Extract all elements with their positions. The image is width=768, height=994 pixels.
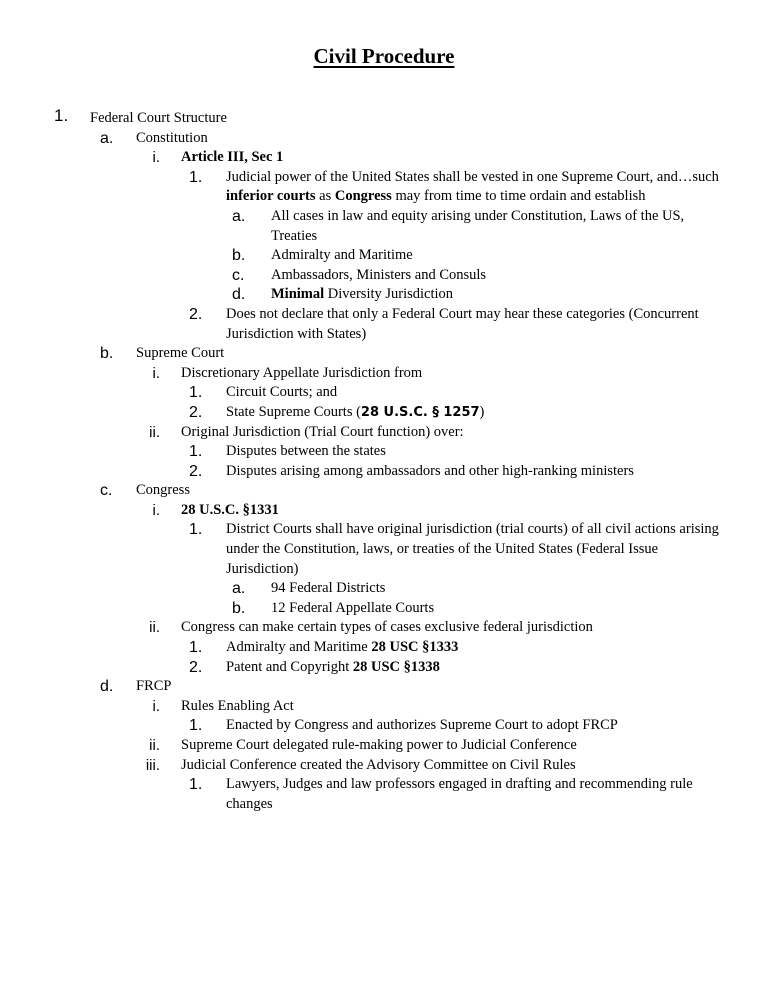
list-marker: a. — [100, 129, 114, 147]
text-segment: Supreme Court — [136, 345, 225, 362]
outline-item-text — [90, 109, 768, 129]
outline-item-text — [226, 638, 722, 658]
bold-text: 28 USC §1333 — [371, 639, 459, 656]
text-segment: 12 Federal Appellate Courts — [271, 599, 435, 616]
outline-item — [0, 423, 768, 443]
text-segment: Rules Enabling Act — [181, 697, 294, 714]
text-segment: Does not declare that only a Federal Court may hear these categories (Concurrent Jurisdiction with States) — [226, 305, 699, 342]
text-segment: Federal Court Structure — [90, 110, 227, 126]
bold-text: Minimal — [271, 286, 325, 303]
outline-item — [0, 305, 768, 344]
outline-item — [0, 481, 768, 501]
outline-item — [0, 677, 768, 697]
outline-item-text — [226, 442, 722, 462]
outline-item-text — [181, 697, 768, 717]
outline-item-text — [181, 364, 768, 384]
list-marker: c. — [100, 482, 113, 500]
list-marker: 2. — [189, 305, 203, 323]
outline-item — [0, 756, 768, 776]
outline-item-text — [181, 423, 768, 443]
list-marker: ii. — [149, 619, 160, 637]
outline-item — [0, 736, 768, 756]
list-marker: 1. — [54, 106, 69, 125]
list-marker: b. — [100, 345, 114, 363]
outline-item-text — [226, 462, 722, 482]
outline-item-text — [181, 736, 768, 756]
list-marker: ii. — [149, 737, 160, 754]
text-segment: Constitution — [136, 129, 208, 146]
text-segment: Diversity Jurisdiction — [324, 286, 454, 303]
list-marker: d. — [100, 678, 114, 696]
outline-item-text — [226, 775, 722, 814]
bold-text: 28 U.S.C. §1331 — [181, 501, 279, 518]
text-segment: Supreme Court delegated rule-making power to Judicial Conference — [181, 737, 577, 753]
bold-text: 28 U.S.C. § 1257 — [360, 404, 480, 420]
outline-item — [0, 168, 768, 207]
list-marker: a. — [232, 580, 246, 598]
outline-item — [0, 383, 768, 403]
list-marker: i. — [152, 697, 160, 715]
outline-item-text — [271, 266, 722, 286]
outline-item — [0, 403, 768, 423]
outline-item — [0, 716, 768, 736]
list-marker: i. — [152, 149, 160, 167]
list-marker: ii. — [149, 423, 160, 441]
outline-item — [0, 364, 768, 384]
outline-item — [0, 285, 768, 305]
outline-item-text — [181, 756, 768, 776]
outline-item-text — [226, 520, 722, 579]
text-segment: Original Jurisdiction (Trial Court function) over: — [181, 423, 464, 440]
outline-item — [0, 501, 768, 521]
outline-item-text — [226, 716, 722, 736]
outline-item-text — [226, 403, 722, 423]
list-marker: 1. — [189, 384, 203, 402]
outline-item — [0, 344, 768, 364]
text-segment: Disputes arising among ambassadors and other high-ranking ministers — [226, 462, 634, 479]
text-segment: All cases in law and equity arising under Constitution, Laws of the US, Treaties — [271, 207, 685, 244]
list-marker: b. — [232, 247, 246, 265]
list-marker: 1. — [189, 776, 203, 794]
text-segment: Lawyers, Judges and law professors engaged in drafting and recommending rule changes — [226, 776, 693, 812]
list-marker: iii. — [145, 756, 160, 774]
list-marker: b. — [232, 599, 246, 617]
list-marker: c. — [232, 266, 245, 284]
list-marker: 1. — [189, 717, 203, 735]
text-segment: ) — [479, 403, 485, 420]
list-marker: 2. — [189, 403, 203, 421]
outline-item-text — [271, 599, 722, 619]
outline-item-text — [136, 129, 768, 149]
outline-item — [0, 148, 768, 168]
bold-text: inferior courts — [226, 188, 316, 205]
bold-text: Congress — [334, 188, 392, 205]
outline-item — [0, 129, 768, 149]
list-marker: i. — [152, 364, 160, 382]
outline-item — [0, 579, 768, 599]
outline-item-text — [181, 501, 768, 521]
text-segment: as — [315, 188, 335, 205]
bold-text: 28 USC §1338 — [352, 658, 440, 675]
outline-item — [0, 246, 768, 266]
outline-item-text — [136, 481, 768, 501]
text-segment: District Courts shall have original jurisdiction (trial courts) of all civil actions arising under the Constitution, laws, or treaties of the United States (Federal Issue Jurisdiction) — [226, 521, 719, 577]
outline-item — [0, 599, 768, 619]
outline-item — [0, 618, 768, 638]
outline-item — [0, 697, 768, 717]
outline-item-text — [271, 207, 722, 246]
list-marker: 1. — [189, 168, 203, 186]
text-segment: Congress — [136, 482, 190, 499]
outline-item-text — [226, 658, 722, 678]
outline-item-text — [271, 579, 722, 599]
outline-item-text — [181, 618, 768, 638]
outline-item — [0, 638, 768, 658]
outline-item — [0, 462, 768, 482]
outline-item — [0, 207, 768, 246]
outline-item-text — [136, 677, 768, 697]
text-segment: State Supreme Courts ( — [226, 403, 361, 420]
text-segment: Patent and Copyright — [226, 658, 353, 675]
text-segment: Judicial power of the United States shall be vested in one Supreme Court, and…such — [226, 168, 719, 185]
outline-item — [0, 266, 768, 286]
text-segment: Admiralty and Maritime — [271, 247, 413, 264]
outline-item-text — [271, 246, 722, 266]
list-marker: 1. — [189, 443, 203, 461]
list-marker: d. — [232, 286, 246, 304]
list-marker: a. — [232, 207, 246, 225]
text-segment: Judicial Conference created the Advisory Committee on Civil Rules — [181, 756, 576, 773]
text-segment: FRCP — [136, 678, 172, 695]
outline-item-text — [181, 148, 768, 168]
list-marker: 2. — [189, 462, 203, 480]
outline-item — [0, 658, 768, 678]
list-marker: 1. — [189, 521, 203, 539]
outline-item — [0, 106, 768, 129]
outline-item-text — [271, 285, 722, 305]
text-segment: Ambassadors, Ministers and Consuls — [271, 266, 487, 283]
outline-item-text — [226, 168, 722, 207]
bold-text: Article III, Sec 1 — [181, 149, 284, 166]
text-segment: Enacted by Congress and authorizes Supreme Court to adopt FRCP — [226, 717, 618, 734]
outline-item-text — [226, 383, 722, 403]
outline-item — [0, 775, 768, 814]
outline-item — [0, 520, 768, 579]
outline-item-text — [136, 344, 768, 364]
outline-list — [0, 106, 768, 814]
text-segment: Circuit Courts; and — [226, 384, 338, 401]
text-segment: Admiralty and Maritime — [226, 639, 372, 656]
outline-item — [0, 442, 768, 462]
text-segment: Discretionary Appellate Jurisdiction from — [181, 364, 423, 381]
text-segment: Disputes between the states — [226, 443, 386, 460]
list-marker: 2. — [189, 658, 203, 676]
list-marker: 1. — [189, 639, 203, 657]
list-marker: i. — [152, 501, 160, 519]
outline-item-text — [226, 305, 722, 344]
text-segment: may from time to time ordain and establish — [391, 188, 646, 205]
page-title: Civil Procedure — [313, 44, 455, 68]
text-segment: 94 Federal Districts — [271, 580, 386, 597]
text-segment: Congress can make certain types of cases exclusive federal jurisdiction — [181, 619, 593, 636]
